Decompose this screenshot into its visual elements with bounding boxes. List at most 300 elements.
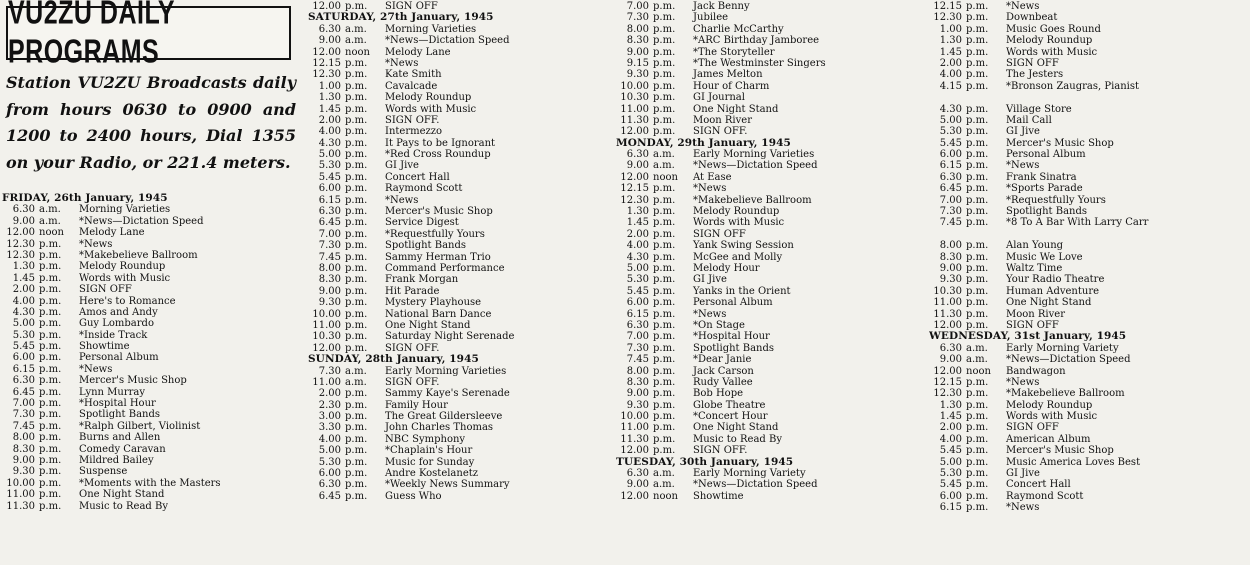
program-time: 9.30	[626, 69, 649, 81]
program-row	[2, 375, 302, 386]
program-row	[308, 434, 608, 445]
program-time: 5.45	[939, 479, 962, 491]
program-name: *Bronson Zaugras, Pianist	[1006, 80, 1140, 92]
program-period: p.m.	[653, 365, 676, 377]
program-time: 9.00	[626, 388, 649, 400]
program-row	[929, 343, 1247, 354]
program-name: SIGN OFF.	[693, 445, 748, 457]
program-name: SIGN OFF	[1006, 422, 1059, 434]
program-row	[308, 377, 608, 388]
program-time: 6.00	[12, 352, 35, 364]
program-time: 7.00	[12, 398, 35, 410]
program-row	[616, 286, 921, 297]
program-name: *News	[79, 238, 113, 250]
program-period: p.m.	[966, 23, 989, 35]
program-name: SIGN OFF.	[385, 114, 440, 126]
program-name: Personal Album	[693, 297, 773, 309]
program-period: p.m.	[653, 1, 676, 12]
program-period: p.m.	[39, 375, 62, 387]
program-row	[308, 35, 608, 46]
program-time: 5.45	[626, 285, 649, 297]
program-row	[929, 24, 1247, 35]
program-time: 10.30	[312, 331, 341, 343]
program-row	[929, 286, 1247, 297]
program-time: 8.30	[12, 443, 35, 455]
program-time: 11.00	[6, 489, 35, 501]
program-period: p.m.	[345, 399, 368, 411]
program-time: 10.30	[620, 92, 649, 104]
program-time: 5.00	[939, 114, 962, 126]
program-period: p.m.	[345, 411, 368, 423]
program-time: 6.30	[318, 23, 341, 35]
program-row	[308, 183, 608, 194]
program-time: 7.45	[12, 420, 35, 432]
program-name: *Inside Track	[79, 329, 148, 341]
program-period: p.m.	[345, 274, 368, 286]
program-row	[929, 491, 1247, 502]
program-name: Sammy Kaye's Serenade	[385, 388, 510, 400]
program-time: 8.00	[12, 432, 35, 444]
schedule-list	[2, 193, 302, 512]
program-name: Service Digest	[385, 217, 459, 229]
program-period: p.m.	[653, 194, 676, 206]
program-name: *Requestfully Yours	[385, 228, 485, 240]
program-period: p.m.	[345, 433, 368, 445]
program-row	[929, 400, 1247, 411]
program-time: 9.00	[626, 479, 649, 491]
program-time: 11.00	[933, 297, 962, 309]
program-name: National Barn Dance	[385, 308, 492, 320]
program-name: Raymond Scott	[1006, 490, 1084, 502]
program-name: Melody Lane	[79, 227, 145, 239]
program-time: 1.30	[12, 261, 35, 273]
program-time: 2.00	[318, 388, 341, 400]
program-period: p.m.	[39, 443, 62, 455]
masthead-title: VU2ZU DAILY PROGRAMS	[8, 0, 175, 71]
program-name: *News	[693, 183, 727, 195]
program-period: p.m.	[653, 274, 676, 286]
program-name: Mercer's Music Shop	[385, 206, 493, 218]
program-row	[616, 366, 921, 377]
program-time: 4.00	[318, 433, 341, 445]
program-time: 11.30	[620, 114, 649, 126]
program-period: p.m.	[345, 57, 368, 69]
program-period: p.m.	[653, 80, 676, 92]
program-time: 9.00	[12, 454, 35, 466]
schedule-list	[929, 1, 1247, 514]
program-row	[929, 149, 1247, 160]
program-period: p.m.	[653, 411, 676, 423]
program-name: Spotlight Bands	[1006, 206, 1088, 218]
program-name: Human Adventure	[1006, 285, 1100, 297]
program-name: Yank Swing Session	[693, 240, 794, 252]
program-row	[2, 250, 302, 261]
program-name: Early Morning Varieties	[693, 149, 815, 161]
intro-text: Station VU2ZU Broadcasts daily from hours 0630 to 0900 and 1200 to 2400 hours, Dial 1355 on your Radio, or 221.4 meters.	[6, 73, 296, 172]
program-name: *Makebelieve Ballroom	[1006, 388, 1125, 400]
program-name: Jubilee	[693, 12, 729, 24]
program-row	[308, 138, 608, 149]
program-time: 5.00	[318, 149, 341, 161]
program-time: 1.45	[12, 272, 35, 284]
program-name: Mercer's Music Shop	[1006, 137, 1114, 149]
program-name: *On Stage	[693, 319, 745, 331]
program-time: 9.00	[12, 215, 35, 227]
program-time: 5.30	[626, 274, 649, 286]
program-period: p.m.	[966, 69, 989, 81]
program-row	[2, 296, 302, 307]
program-period: p.m.	[653, 183, 676, 195]
program-time: 6.45	[318, 217, 341, 229]
program-name: The Jesters	[1006, 69, 1064, 81]
program-name: *The Storyteller	[693, 46, 775, 58]
program-time: 6.30	[939, 171, 962, 183]
program-period: p.m.	[39, 398, 62, 410]
program-name: Morning Varieties	[385, 23, 477, 35]
program-name: Words with Music	[1006, 46, 1098, 58]
program-row	[2, 318, 302, 329]
program-name: Village Store	[1006, 103, 1072, 115]
program-time: 2.00	[626, 228, 649, 240]
program-period: noon	[345, 46, 370, 58]
program-period: p.m.	[345, 160, 368, 172]
program-period: p.m.	[345, 445, 368, 457]
program-period: p.m.	[39, 420, 62, 432]
program-period: p.m.	[966, 12, 989, 24]
program-name: Guy Lombardo	[79, 318, 154, 330]
program-period: p.m.	[966, 114, 989, 126]
program-name: *News	[385, 57, 419, 69]
program-name: *Dear Janie	[693, 354, 752, 366]
program-period: p.m.	[345, 479, 368, 491]
program-period: p.m.	[966, 80, 989, 92]
program-name: Cavalcade	[385, 80, 438, 92]
program-time: 7.45	[939, 217, 962, 229]
program-time: 6.30	[12, 204, 35, 216]
program-period: p.m.	[653, 206, 676, 218]
program-name: Moon River	[693, 114, 752, 126]
program-period: p.m.	[653, 114, 676, 126]
program-name: Lynn Murray	[79, 386, 146, 398]
program-period: p.m.	[39, 409, 62, 421]
program-period: p.m.	[653, 251, 676, 263]
program-period: p.m.	[345, 308, 368, 320]
program-row	[2, 261, 302, 272]
program-name: GI Journal	[693, 92, 745, 104]
program-time: 6.15	[939, 160, 962, 172]
program-name: *Weekly News Summary	[385, 479, 510, 491]
program-time: 12.00	[6, 227, 35, 239]
program-name: Andre Kostelanetz	[385, 468, 479, 480]
program-name: One Night Stand	[79, 489, 165, 501]
program-row	[929, 183, 1247, 194]
program-time: 9.00	[939, 263, 962, 275]
program-name: Melody Lane	[385, 46, 451, 58]
program-row	[308, 400, 608, 411]
program-time: 6.00	[939, 149, 962, 161]
program-period: a.m.	[653, 149, 675, 161]
program-name: *News	[385, 194, 419, 206]
program-row	[616, 411, 921, 422]
program-time: 1.30	[318, 92, 341, 104]
program-period: p.m.	[345, 126, 368, 138]
program-period: p.m.	[345, 342, 368, 354]
program-row	[616, 297, 921, 308]
program-time: 1.30	[939, 399, 962, 411]
program-row	[929, 35, 1247, 46]
program-time: 6.45	[12, 386, 35, 398]
program-name: *Sports Parade	[1006, 183, 1083, 195]
program-time: 12.15	[933, 376, 962, 388]
program-time: 5.30	[939, 468, 962, 480]
program-name: McGee and Molly	[693, 251, 783, 263]
program-period: p.m.	[966, 388, 989, 400]
program-time: 11.30	[6, 500, 35, 512]
program-time: 9.30	[12, 466, 35, 478]
program-name: Morning Varieties	[79, 204, 171, 216]
program-time: 5.45	[318, 171, 341, 183]
program-row	[308, 331, 608, 342]
program-name: *Concert Hour	[693, 411, 768, 423]
program-name: Hit Parade	[385, 285, 440, 297]
program-row	[308, 274, 608, 285]
program-name: Spotlight Bands	[79, 409, 161, 421]
program-row	[2, 273, 302, 284]
program-period: p.m.	[966, 194, 989, 206]
program-period: p.m.	[966, 251, 989, 263]
program-row	[616, 1, 921, 12]
program-time: 6.15	[626, 308, 649, 320]
program-time: 12.00	[620, 126, 649, 138]
program-period: p.m.	[39, 329, 62, 341]
program-name: *Chaplain's Hour	[385, 445, 473, 457]
program-row	[2, 432, 302, 443]
masthead-box	[6, 0, 291, 71]
program-period: a.m.	[345, 35, 367, 47]
program-time: 2.00	[12, 284, 35, 296]
program-row	[308, 58, 608, 69]
program-period: p.m.	[653, 92, 676, 104]
program-name: Yanks in the Orient	[693, 285, 791, 297]
program-time: 1.30	[939, 35, 962, 47]
program-row	[308, 69, 608, 80]
program-row	[929, 138, 1247, 149]
program-period: p.m.	[966, 433, 989, 445]
program-period: p.m.	[39, 318, 62, 330]
program-name: Early Morning Variety	[693, 468, 806, 480]
program-period: a.m.	[345, 23, 367, 35]
program-period: a.m.	[966, 354, 988, 366]
program-name: Family Hour	[385, 399, 448, 411]
program-name: Showtime	[693, 490, 744, 502]
program-period: p.m.	[653, 228, 676, 240]
program-row	[616, 160, 921, 171]
program-period: p.m.	[966, 468, 989, 480]
program-period: p.m.	[653, 23, 676, 35]
program-row	[929, 58, 1247, 69]
program-row	[308, 92, 608, 103]
program-name: Melody Roundup	[1006, 399, 1093, 411]
program-time: 10.00	[620, 411, 649, 423]
program-period: p.m.	[966, 308, 989, 320]
program-time: 10.00	[6, 477, 35, 489]
program-period: noon	[653, 490, 678, 502]
program-name: James Melton	[693, 69, 763, 81]
program-period: p.m.	[345, 149, 368, 161]
program-name: SIGN OFF	[1006, 57, 1059, 69]
program-time: 2.00	[939, 422, 962, 434]
program-period: p.m.	[966, 479, 989, 491]
program-period: p.m.	[345, 183, 368, 195]
program-row	[616, 104, 921, 115]
program-period: p.m.	[653, 57, 676, 69]
program-time: 5.30	[318, 456, 341, 468]
program-time: 6.45	[318, 490, 341, 502]
program-row	[308, 468, 608, 479]
program-time: 1.00	[318, 80, 341, 92]
program-time: 7.30	[318, 365, 341, 377]
program-time: 8.30	[318, 274, 341, 286]
program-row	[2, 352, 302, 363]
program-time: 8.00	[939, 240, 962, 252]
program-row	[616, 35, 921, 46]
program-name: Mail Call	[1006, 114, 1052, 126]
program-time: 12.00	[312, 46, 341, 58]
program-row	[2, 341, 302, 352]
program-name: *Moments with the Masters	[79, 477, 221, 489]
program-row	[929, 195, 1247, 206]
program-row	[616, 229, 921, 240]
program-period: p.m.	[39, 477, 62, 489]
program-period: p.m.	[39, 489, 62, 501]
program-name: Frank Morgan	[385, 274, 459, 286]
program-time: 11.00	[312, 319, 341, 331]
program-time: 12.30	[620, 194, 649, 206]
program-row	[616, 252, 921, 263]
program-row	[929, 479, 1247, 490]
program-row	[929, 422, 1247, 433]
program-time: 12.00	[620, 171, 649, 183]
program-name: *Hospital Hour	[693, 331, 770, 343]
program-row	[616, 263, 921, 274]
program-time: 1.45	[939, 46, 962, 58]
program-period: p.m.	[653, 342, 676, 354]
program-name: Sammy Herman Trio	[385, 251, 491, 263]
program-period: p.m.	[966, 456, 989, 468]
program-time: 6.30	[626, 149, 649, 161]
program-time: 5.30	[939, 126, 962, 138]
program-name: Rudy Vallee	[693, 376, 753, 388]
program-name: One Night Stand	[1006, 297, 1092, 309]
program-period: p.m.	[345, 319, 368, 331]
program-period: p.m.	[653, 388, 676, 400]
program-row	[616, 24, 921, 35]
program-row	[308, 1, 608, 12]
program-name: Burns and Allen	[79, 432, 161, 444]
program-time: 12.00	[312, 1, 341, 12]
program-time: 5.45	[939, 445, 962, 457]
program-time: 6.45	[939, 183, 962, 195]
program-time: 7.00	[939, 194, 962, 206]
program-time: 2.00	[939, 57, 962, 69]
program-row	[2, 421, 302, 432]
program-time: 10.00	[312, 308, 341, 320]
program-row	[929, 309, 1247, 320]
program-name: Jack Carson	[693, 365, 754, 377]
program-row	[308, 320, 608, 331]
program-time: 6.30	[318, 479, 341, 491]
program-row	[308, 160, 608, 171]
program-name: Early Morning Varieties	[385, 365, 507, 377]
program-time: 12.30	[933, 12, 962, 24]
program-row	[929, 263, 1247, 274]
program-name: Raymond Scott	[385, 183, 463, 195]
program-time: 6.30	[939, 342, 962, 354]
program-period: p.m.	[966, 1, 989, 12]
program-name: Bob Hope	[693, 388, 744, 400]
program-row	[2, 455, 302, 466]
program-period: p.m.	[653, 376, 676, 388]
program-time: 2.30	[318, 399, 341, 411]
program-row	[308, 126, 608, 137]
program-row	[616, 172, 921, 183]
program-period: p.m.	[345, 240, 368, 252]
program-time: 5.45	[939, 137, 962, 149]
program-time: 5.30	[318, 160, 341, 172]
program-row	[308, 411, 608, 422]
program-time: 12.30	[6, 249, 35, 261]
program-row	[308, 263, 608, 274]
program-row	[616, 343, 921, 354]
program-row	[2, 239, 302, 250]
program-row	[929, 297, 1247, 308]
program-name: Suspense	[79, 466, 128, 478]
program-time: 7.30	[626, 12, 649, 24]
program-row	[929, 81, 1247, 104]
program-row	[929, 126, 1247, 137]
program-name: Mystery Playhouse	[385, 297, 482, 309]
program-period: p.m.	[966, 411, 989, 423]
program-period: a.m.	[345, 376, 367, 388]
program-period: a.m.	[345, 365, 367, 377]
program-time: 9.15	[626, 57, 649, 69]
program-period: p.m.	[653, 262, 676, 274]
program-row	[2, 489, 302, 500]
program-name: *News	[1006, 376, 1040, 388]
program-row	[308, 206, 608, 217]
program-row	[929, 320, 1247, 331]
program-name: Music America Loves Best	[1006, 456, 1141, 468]
program-name: *News	[1006, 160, 1040, 172]
program-period: a.m.	[653, 160, 675, 172]
program-row	[2, 307, 302, 318]
program-time: 12.00	[620, 445, 649, 457]
program-name: Alan Young	[1006, 240, 1064, 252]
schedule-list	[308, 1, 608, 502]
program-name: *8 To A Bar With Larry Carr	[1006, 217, 1149, 229]
program-period: p.m.	[966, 285, 989, 297]
program-period: p.m.	[653, 217, 676, 229]
program-row	[616, 388, 921, 399]
program-name: SIGN OFF	[1006, 319, 1059, 331]
program-row	[616, 240, 921, 251]
program-row	[616, 12, 921, 23]
program-row	[616, 377, 921, 388]
program-row	[308, 24, 608, 35]
program-period: p.m.	[39, 432, 62, 444]
program-name: *News	[79, 363, 113, 375]
program-name: Melody Roundup	[79, 261, 166, 273]
